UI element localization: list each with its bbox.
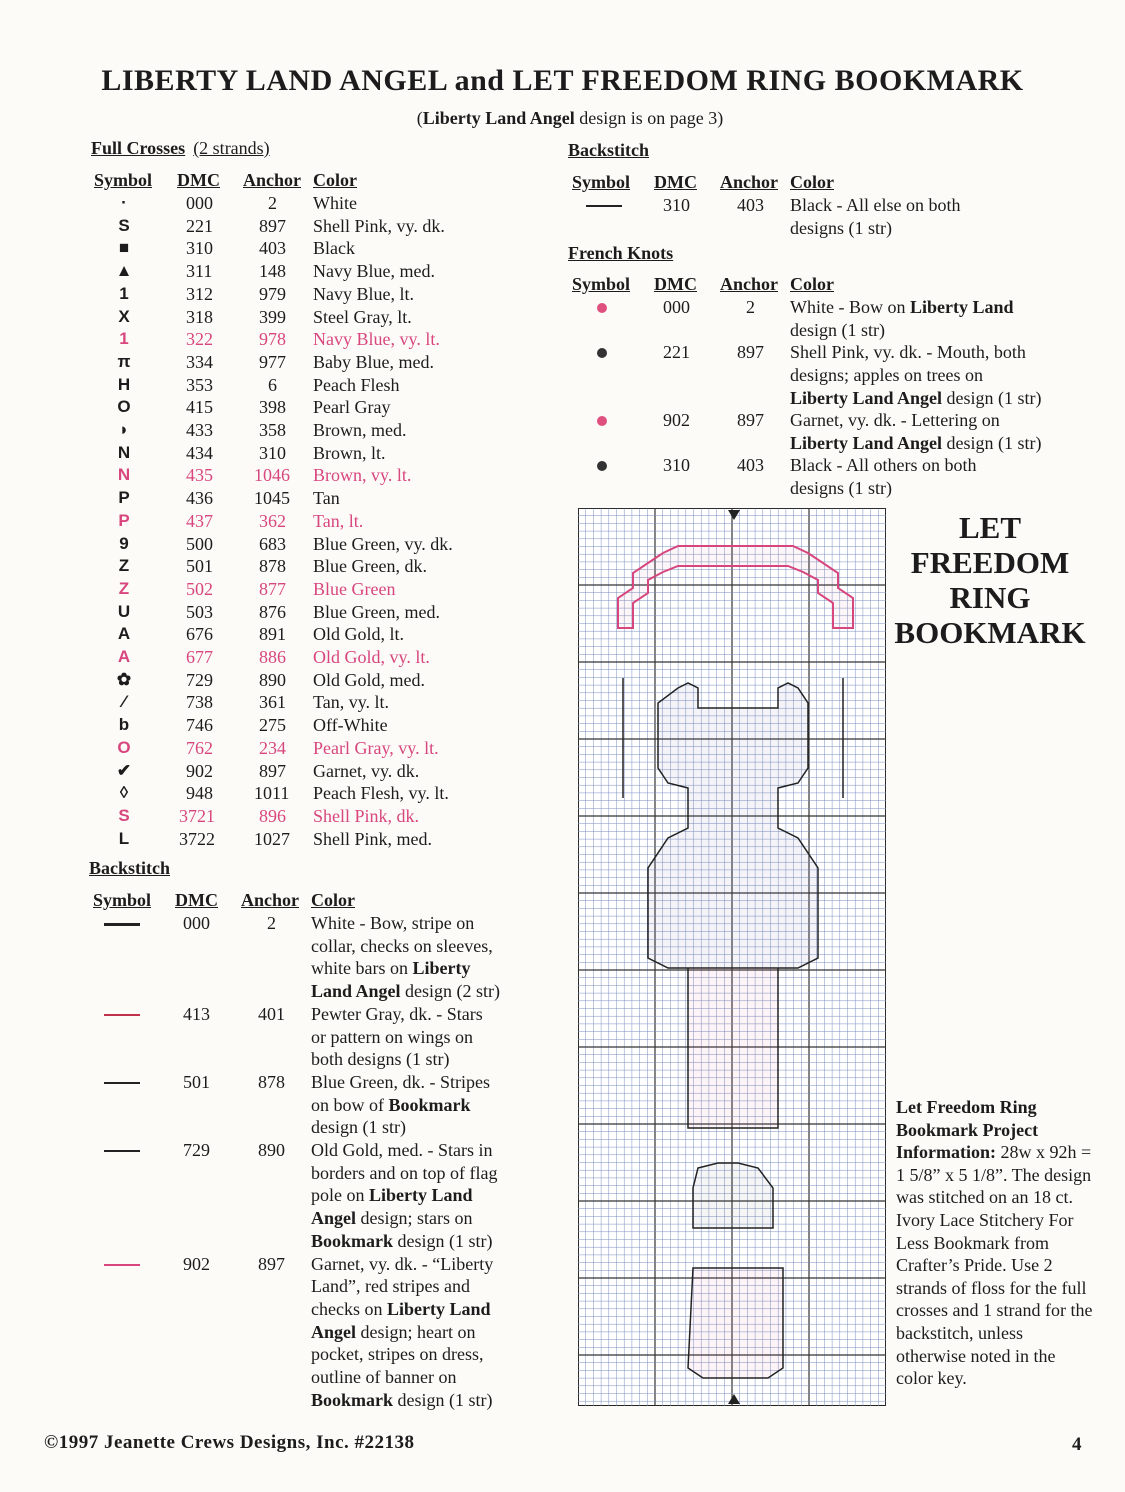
row-symbol: U <box>117 601 131 621</box>
row-color: Peach Flesh <box>313 374 400 395</box>
row-dmc: 000 <box>183 913 210 933</box>
row-dmc: 902 <box>183 1253 210 1274</box>
table-row: O 415 398 Pearl Gray <box>0 396 540 418</box>
row-color: Brown, lt. <box>313 442 386 463</box>
row-color: Brown, med. <box>313 420 407 440</box>
header-anchor: Anchor <box>241 890 299 910</box>
row-color: White - Bow, stripe on collar, checks on sleeves, white bars on Liberty Land Angel design (2 str) <box>311 913 501 1002</box>
row-symbol: A <box>117 647 131 666</box>
row-color: Baby Blue, med. <box>313 351 434 372</box>
table-row: H 353 6 Peach Flesh <box>0 374 540 396</box>
row-dmc: 501 <box>183 1071 210 1092</box>
row-dmc: 322 <box>186 329 213 350</box>
table-row: ■ 310 403 Black <box>0 237 540 259</box>
table-row: L 3722 1027 Shell Pink, med. <box>0 828 540 850</box>
row-symbol: · <box>121 193 127 212</box>
row-symbol: L <box>118 828 130 848</box>
table-row: ◗ 433 358 Brown, med. <box>0 419 540 441</box>
row-color: Navy Blue, vy. lt. <box>313 329 440 350</box>
row-color: Shell Pink, dk. <box>313 805 420 826</box>
row-symbol: O <box>117 397 131 417</box>
header-symbol: Symbol <box>93 890 152 910</box>
row-color: White - Bow on Liberty Land design (1 str) <box>790 297 1014 340</box>
row-dmc: 902 <box>186 760 213 781</box>
row-color: Navy Blue, med. <box>313 261 435 282</box>
row-symbol: S <box>118 805 130 825</box>
header-dmc: DMC <box>654 274 697 294</box>
row-dmc: 746 <box>186 715 213 736</box>
row-color: Pearl Gray <box>313 397 391 418</box>
row-color: Steel Gray, lt. <box>313 306 412 327</box>
french-knot-symbol <box>597 348 607 358</box>
row-dmc: 3722 <box>179 828 215 849</box>
row-color: Blue Green, med. <box>313 601 440 622</box>
row-color: Pewter Gray, dk. - Stars or pattern on wings on both designs (1 str) <box>311 1003 483 1070</box>
header-symbol: Symbol <box>572 172 631 192</box>
backstitch-line-symbol <box>104 1150 140 1152</box>
row-color: Shell Pink, vy. dk. <box>313 215 445 236</box>
bell-bottom <box>688 1268 783 1378</box>
row-symbol: S <box>118 215 130 235</box>
table-row: N 435 1046 Brown, vy. lt. <box>0 464 540 486</box>
row-anchor: 403 <box>737 195 764 215</box>
row-color: Old Gold, vy. lt. <box>313 647 430 667</box>
row-color: Tan, lt. <box>313 510 364 531</box>
row-symbol: π <box>117 351 131 371</box>
header-color: Color <box>790 274 834 294</box>
row-dmc: 000 <box>663 297 690 317</box>
row-dmc: 729 <box>186 669 213 690</box>
row-dmc: 318 <box>186 306 213 327</box>
page-title: LIBERTY LAND ANGEL and LET FREEDOM RING BOOKMARK <box>101 64 1024 97</box>
row-color: Pearl Gray, vy. lt. <box>313 737 439 758</box>
table-row: O 762 234 Pearl Gray, vy. lt. <box>0 737 540 759</box>
row-dmc: 311 <box>186 261 213 282</box>
row-color: Navy Blue, lt. <box>313 283 414 304</box>
row-color: Blue Green, dk. <box>313 556 427 577</box>
row-symbol: ◗ <box>118 420 130 439</box>
row-color: Black <box>313 238 355 259</box>
row-anchor: 897 <box>737 410 764 430</box>
row-anchor: 401 <box>258 1003 285 1024</box>
row-color: Blue Green <box>313 578 396 599</box>
bookmark-title-line: BOOKMARK <box>894 615 1086 650</box>
table-row: 1 322 978 Navy Blue, vy. lt. <box>0 328 540 350</box>
table-row: X 318 399 Steel Gray, lt. <box>0 306 540 328</box>
table-row: b 746 275 Off-White <box>0 714 540 736</box>
row-anchor: 403 <box>737 455 764 476</box>
row-color: Blue Green, dk. - Stripes on bow of Bookmark design (1 str) <box>311 1071 490 1138</box>
row-symbol: ✿ <box>116 669 132 689</box>
row-symbol: Z <box>118 578 130 598</box>
header-dmc: DMC <box>175 890 218 910</box>
row-symbol: 1 <box>119 329 129 349</box>
project-info-heading: Let Freedom Ring Bookmark Project Information: <box>896 1097 1039 1163</box>
row-anchor: 878 <box>258 1071 285 1092</box>
row-symbol: X <box>118 306 130 326</box>
table-row: π 334 977 Baby Blue, med. <box>0 351 540 373</box>
backstitch-heading-left: Backstitch <box>89 858 170 878</box>
copyright-footer: ©1997 Jeanette Crews Designs, Inc. #22138 <box>44 1432 415 1453</box>
french-knot-symbol <box>597 416 607 426</box>
row-dmc: 3721 <box>179 805 215 826</box>
page-number: 4 <box>1072 1434 1082 1455</box>
row-dmc: 435 <box>186 465 213 486</box>
row-color: Garnet, vy. dk. <box>313 760 420 781</box>
row-symbol: Z <box>118 556 130 576</box>
row-dmc: 221 <box>663 342 690 363</box>
row-color: Old Gold, med. - Stars in borders and on top of flag pole on Liberty Land Angel design; stars on Bookmark design (1 str) <box>311 1140 498 1251</box>
row-dmc: 413 <box>183 1003 210 1024</box>
row-dmc: 902 <box>663 410 690 430</box>
row-anchor: 897 <box>737 342 764 363</box>
row-dmc: 436 <box>186 488 213 509</box>
row-anchor: 897 <box>258 1253 285 1274</box>
project-information <box>896 1096 1096 1390</box>
french-knots-heading: French Knots <box>568 243 674 263</box>
row-dmc: 434 <box>186 442 213 463</box>
row-dmc: 310 <box>663 195 690 215</box>
row-dmc: 500 <box>186 533 213 554</box>
header-anchor: Anchor <box>720 274 778 294</box>
row-dmc: 762 <box>186 737 213 758</box>
french-knot-symbol <box>597 461 607 471</box>
header-anchor: Anchor <box>243 170 301 190</box>
table-row: S 3721 896 Shell Pink, dk. <box>0 805 540 827</box>
row-dmc: 676 <box>186 624 213 645</box>
row-color: Tan, vy. lt. <box>313 692 390 713</box>
row-color: Garnet, vy. dk. - “Liberty Land”, red stripes and checks on Liberty Land Angel design; heart on pocket, stripes on dress, outline of banner on Bookmark design (1 str) <box>311 1253 494 1410</box>
table-row: U 503 876 Blue Green, med. <box>0 601 540 623</box>
row-anchor: 2 <box>267 913 276 933</box>
table-row: N 434 310 Brown, lt. <box>0 442 540 464</box>
row-symbol: P <box>118 510 130 530</box>
project-info-dimensions: 28w x 92h = 1 5/8” x 5 1/8”. <box>896 1142 1092 1185</box>
row-dmc: 334 <box>186 351 213 372</box>
row-dmc: 312 <box>186 283 213 304</box>
row-symbol: N <box>117 465 131 485</box>
row-anchor: 890 <box>258 1140 285 1160</box>
row-symbol: ⁄ <box>122 692 126 712</box>
row-dmc: 221 <box>186 215 213 236</box>
header-color: Color <box>790 172 834 192</box>
row-color: Old Gold, lt. <box>313 624 405 645</box>
row-symbol: A <box>117 624 131 644</box>
bookmark-title-line: RING <box>949 580 1031 615</box>
backstitch-line-symbol <box>104 1264 140 1266</box>
row-dmc: 433 <box>186 420 213 440</box>
bell-top <box>693 1163 773 1228</box>
row-symbol: H <box>117 374 131 394</box>
full-crosses-heading: Full Crosses (2 strands) <box>91 138 270 158</box>
table-row: 1 312 979 Navy Blue, lt. <box>0 283 540 305</box>
row-color: Old Gold, med. <box>313 669 425 690</box>
header-symbol: Symbol <box>572 274 631 294</box>
row-symbol: N <box>117 442 131 462</box>
row-dmc: 948 <box>186 783 213 804</box>
row-anchor: 2 <box>746 297 755 317</box>
row-dmc: 738 <box>186 692 213 713</box>
backstitch-heading-right: Backstitch <box>568 140 649 160</box>
backstitch-line-symbol <box>104 1014 140 1016</box>
row-dmc: 677 <box>186 647 213 667</box>
row-color: Tan <box>313 488 340 509</box>
header-symbol: Symbol <box>94 170 153 190</box>
table-row: ✔ 902 897 Garnet, vy. dk. <box>0 760 540 782</box>
table-row: ▲ 311 148 Navy Blue, med. <box>0 260 540 282</box>
row-color: Off-White <box>313 715 388 736</box>
row-color: Garnet, vy. dk. - Lettering on Liberty Land Angel design (1 str) <box>790 410 1042 453</box>
backstitch-line-symbol <box>104 1082 140 1084</box>
table-row: S 221 897 Shell Pink, vy. dk. <box>0 215 540 237</box>
project-info-body: The design was stitched on an 18 ct. Ivory Lace Stitchery For Less Bookmark from Crafter’s Pride. Use 2 strands of floss for the full crosses and 1 strand for the backstitch, unless otherwise noted in the color key. <box>896 1164 1093 1389</box>
row-dmc: 415 <box>186 397 213 418</box>
table-row: A 677 886 Old Gold, vy. lt. <box>0 646 540 668</box>
header-dmc: DMC <box>177 170 220 190</box>
row-symbol: 1 <box>119 283 129 303</box>
header-color: Color <box>311 890 355 910</box>
row-dmc: 437 <box>186 510 213 531</box>
table-row: A 676 891 Old Gold, lt. <box>0 623 540 645</box>
row-color: Shell Pink, med. <box>313 828 433 849</box>
table-row: · 000 2 White <box>0 192 540 214</box>
page-subtitle: (Liberty Land Angel design is on page 3) <box>416 108 724 128</box>
table-row: 9 500 683 Blue Green, vy. dk. <box>0 533 540 555</box>
row-color: Peach Flesh, vy. lt. <box>313 783 449 804</box>
row-color: Brown, vy. lt. <box>313 465 412 486</box>
bookmark-title-line: FREEDOM <box>910 545 1070 580</box>
header-dmc: DMC <box>654 172 697 192</box>
french-knot-symbol <box>597 303 607 313</box>
table-row: ⁄ 738 361 Tan, vy. lt. <box>0 691 540 713</box>
row-dmc: 353 <box>186 374 213 395</box>
row-color: Blue Green, vy. dk. <box>313 533 453 554</box>
table-row: Z 502 877 Blue Green <box>0 578 540 600</box>
header-anchor: Anchor <box>720 172 778 192</box>
bookmark-title <box>890 510 1090 650</box>
row-symbol: 9 <box>119 533 129 553</box>
row-symbol: ■ <box>118 238 130 258</box>
row-symbol: b <box>118 715 130 735</box>
table-row: ◊ 948 1011 Peach Flesh, vy. lt. <box>0 782 540 804</box>
row-color: Black - All else on both designs (1 str) <box>790 195 961 238</box>
row-symbol: ◊ <box>119 783 129 803</box>
row-dmc: 000 <box>186 193 213 213</box>
row-symbol: ▲ <box>115 261 133 281</box>
backstitch-line-symbol <box>586 205 622 207</box>
row-symbol: P <box>118 488 130 508</box>
row-color: Shell Pink, vy. dk. - Mouth, both designs; apples on trees on Liberty Land Angel design (1 str) <box>790 342 1042 408</box>
bookmark-title-line: LET <box>958 510 1022 545</box>
row-color: Black - All others on both designs (1 str) <box>790 455 977 498</box>
backstitch-line-symbol <box>104 923 140 926</box>
row-dmc: 310 <box>663 455 690 476</box>
row-color: White <box>313 193 357 213</box>
row-dmc: 502 <box>186 578 213 599</box>
table-row: ✿ 729 890 Old Gold, med. <box>0 669 540 691</box>
bookmark-chart <box>578 508 886 1406</box>
header-color: Color <box>313 170 357 190</box>
table-row: P 436 1045 Tan <box>0 487 540 509</box>
row-symbol: O <box>117 737 131 757</box>
row-dmc: 310 <box>186 238 213 259</box>
row-dmc: 501 <box>186 556 213 577</box>
row-dmc: 729 <box>183 1140 210 1160</box>
angel-dress <box>688 968 778 1128</box>
row-dmc: 503 <box>186 601 213 622</box>
table-row: P 437 362 Tan, lt. <box>0 510 540 532</box>
table-row: Z 501 878 Blue Green, dk. <box>0 555 540 577</box>
row-symbol: ✔ <box>116 760 132 780</box>
